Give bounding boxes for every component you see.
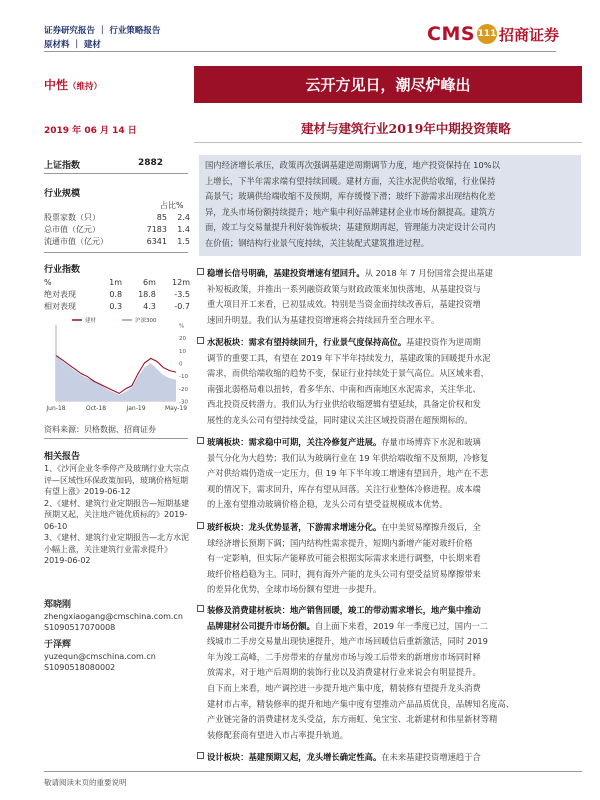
section-line: 线城市二手房交易量出现快速提升，地产市场回暖信后重新激活，同时 2019 [207,636,488,647]
y-tick-label: % [179,323,185,330]
section-line: 基建投资作为逆周期 [406,337,481,347]
analyst-name: 郑晓刚 [44,600,72,610]
index-chart [44,313,190,418]
section-line: 的差异化优势，全球市场份额有望进一步提升。 [207,584,382,595]
analyst-cert: S1090517070008 [44,623,116,632]
analyst-cert: S1090518080002 [44,663,116,672]
table-row [42,300,192,312]
bullet-icon [197,522,204,529]
section-line: 产业链完备的消费建材龙头受益，东方雨虹、兔宝宝、北新建材和伟星新材等精 [207,714,498,725]
section-line: 球经济增长预期下调；国内结构性需求提升，短期内新增产能对玻纤价格 [207,537,473,548]
source-note: 资料来源：贝格数据、招商证券 [44,425,156,434]
section-line: 自下而上来看，地产调控进一步提升地产集中度，精装修有望提升龙头消费 [207,682,481,693]
x-tick-label: May-19 [164,405,188,412]
section-1 [197,266,583,328]
section-line: 玻纤价格趋稳为主。同时，拥有海外产能的龙头公司有望受益贸易摩擦带来 [207,568,481,579]
section-line: 产对供给端仍造成一定压力，但 19 年下半年竣工增速有望回升，地产在不悲 [207,468,489,479]
row-name: 流通市值（亿元） [44,236,108,246]
logo-badge-icon: 111 [477,24,497,44]
row-value: 18.8 [138,289,156,299]
section-line: 南强北弱格局难以扭转，看多华东、中南和西南地区水泥需求，关注华北、 [207,383,481,394]
report-title: 建材与建筑行业2019年中期投资策略 [301,121,511,136]
report-date: 2019 年 06 月 14 日 [44,126,137,136]
col-header: 1m [109,277,123,287]
rating [44,76,102,93]
summary-line: 面，竣工与交易量提升利好装饰板块；基建预期再起，管理能力决定设计公司内 [205,222,496,233]
section-line: 速回升明显。我们认为基建投资增速将会持续回升至合理水平。 [207,314,440,325]
x-tick-label: Jan-19 [126,405,146,412]
col-header: % [44,277,52,287]
y-tick-label: 10 [179,348,186,355]
section-line: 存量市场博弈下水泥和玻璃 [381,437,481,447]
industry-index-label: 行业指数 [44,265,81,275]
legend-label: 沪深300 [135,318,157,324]
cms-logo [427,23,559,45]
row-value: 0.3 [109,301,123,311]
row-value: 7183 [146,224,167,234]
report-type: 证券研究报告 ｜ 行业策略报告 [44,26,161,36]
section-4 [197,520,583,598]
related-label: 相关报告 [44,452,81,462]
bullet-icon [197,752,204,759]
section-lead: 设计板块：基建预期又起，龙头增长确定性高。 [207,752,382,762]
section-line: 观的情况下，需求回升，库存有望从回落。关注行业整体冷修进程。成本端 [207,483,481,494]
table-row [42,211,192,223]
section-line: 西北投资反转潜力。我们认为行业供给收缩逻辑有望延续，具备定价权和发 [207,399,481,410]
title-divider [194,142,582,143]
rating-label: 中性 [44,78,69,92]
footer-note: 敬请阅读末页的重要说明 [44,778,127,787]
logo-cn: 招商证券 [499,25,560,44]
rating-sub: （维持） [68,82,103,92]
row-value: 6341 [146,236,167,246]
industry-index-table [42,276,192,312]
related-reports [44,463,190,567]
analyst-email[interactable]: zhengxiaogang@cmschina.com.cn [44,612,183,621]
related-item[interactable]: 2、《建材、建筑行业定期报告—短期基建预期又起，关注地产链优质标的》2019-06-10 [44,498,190,531]
summary-line: 在价值；钢结构行业景气度持续，关注装配式建筑推进过程。 [205,237,430,248]
col-header: 6m [142,277,156,287]
pct-header: 占比% [160,201,184,210]
section-line: 年为竣工高峰，二手房带来的存量房市场与竣工后带来的新增房市场同时释 [207,651,481,662]
section-line: 装修配套商有望进入市占率提升轨道。 [207,729,349,740]
row-name: 绝对表现 [44,289,76,299]
y-tick-label: -30 [179,399,188,406]
sector-line: 原材料 ｜ 建材 [44,40,101,50]
row-value: -3.5 [174,289,190,299]
legend-label: 建材 [85,318,97,324]
row-name: 总市值（亿元） [44,224,100,234]
industry-scale-label: 行业规模 [44,189,81,199]
table-header [42,276,192,288]
section-line: 景气分化为大趋势；我们认为玻璃行业在 19 年供给端收缩不及预期，冷修复 [207,452,489,463]
section-lead: 玻璃板块：需求稳中可期，关注冷修复产进展。 [207,437,382,447]
header-divider [44,51,556,52]
section-2 [197,335,583,429]
divider [44,252,188,253]
summary-line: 异，龙头市场份额持续提升；地产集中利好品牌建材企业市场份额提高。建筑方 [205,206,496,217]
col-header: 12m [172,277,190,287]
summary-line: 上增长，下半年需求端有望持续回暖。建材方面，关注水泥供给收缩，行业保持 [205,175,496,186]
section-line: 的上涨有望推动玻璃价格企稳，龙头公司有望受益规模成本优势。 [207,499,448,510]
section-line: 从 2018 年 7 月份国常会提出基建 [364,268,493,278]
section-5 [197,603,583,743]
section-line: 调节的重要工具，有望在 2019 年下半年持续发力，基建政策的回暖提升水泥 [207,352,491,363]
bullet-icon [197,605,204,612]
analyst-email[interactable]: yuzequn@cmschina.com.cn [44,652,156,661]
row-value: -0.7 [174,301,190,311]
related-item[interactable]: 3、《建材、建筑行业定期报告—北方水泥小幅上涨，关注建筑行业需求提升》2019-06-02 [44,533,190,565]
table-row [42,235,192,247]
section-lead: 稳增长信号明确，基建投资增速有望回升。 [207,268,365,278]
section-line: 重大项目开工来看，已初显成效。特别是当资金面持续改善后，基建投资增 [207,299,481,310]
summary-line: 高景气；玻璃供给端收缩不及预期，库存缓慢下滑；玻纤下游需求出现结构化差 [205,191,496,202]
section-line: 补短板政策，并推出一系列融资政策与财政政策来加快落地，从基建投资与 [207,283,481,294]
row-name: 股票家数（只） [44,212,100,222]
section-lead: 装修及消费建材板块：地产销售回暖，竣工的带动需求增长，地产集中推动 [207,605,481,615]
section-line: 有一定影响，但实际产能释放可能会根据实际需求来进行调整，中长期来看 [207,553,481,564]
bullet-icon [197,437,204,444]
industry-scale-table [42,211,192,247]
headline: 云开方见日，潮尽炉峰出 [305,76,471,94]
y-tick-label: -10 [179,374,188,381]
index-value: 2882 [138,158,164,168]
row-pct: 2.4 [177,212,190,222]
row-value: 4.3 [143,301,156,311]
section-3 [197,435,583,513]
row-value: 85 [156,212,167,222]
headline-banner [194,66,582,103]
row-name: 相对表现 [44,301,76,311]
section-lead: 品牌建材公司提升市场份额。 [207,620,315,631]
y-tick-label: 20 [179,336,186,343]
section-lead: 水泥板块：需求有望持续回升，行业景气度保持高位。 [207,337,407,347]
analyst-2 [44,640,156,673]
row-pct: 1.5 [177,236,190,246]
bullet-icon [197,337,204,344]
divider [44,173,188,174]
table-row [42,223,192,235]
footer-divider [44,771,582,772]
related-item[interactable]: 1、《沙河企业冬季停产及玻璃行业大宗点评—区域性环保政策加码，玻璃价格短期有望上涨》2019-06-12 [44,464,190,496]
section-6 [197,750,583,766]
x-tick-label: Oct-18 [85,405,107,412]
section-line: 建材市占率，精装修率的提升和地产集中度有望推动产品品质优良，品牌知名度高、 [207,698,514,709]
row-value: 0.8 [109,289,123,299]
y-tick-label: 0 [179,361,183,368]
analyst-name: 于泽辉 [44,640,72,650]
table-row [42,288,192,300]
summary-line: 国内经济增长承压，政策再次强调基建逆周期调节力度，地产投资保持在 10%以 [205,160,500,170]
bullet-icon [197,268,204,275]
y-tick-label: -20 [179,386,188,393]
logo-text: CMS [427,23,476,45]
section-line: 需求，而供给端收缩的趋势不变，保证行业持续处于景气高位。从区域来看， [207,368,490,379]
section-line: 自上面下来看，2019 年一季度已过，国内一二 [314,620,488,631]
analyst-1 [44,600,183,633]
index-label: 上证指数 [44,161,81,171]
section-line: 在未来基建投资增速趋于合 [381,752,481,762]
section-line: 展性的龙头公司有望持续受益，同时建议关注区域投资潜在超预期标的。 [207,414,473,425]
row-pct: 1.4 [177,224,190,234]
summary-box [199,155,581,256]
divider [44,438,188,439]
x-tick-label: Jun-18 [46,405,66,412]
section-lead: 玻纤板块：龙头优势显著，下游需求增速分化。 [207,522,382,532]
section-line: 放需求，对于地产后周期的装饰行业以及消费建材行业来说会有明显提升。 [207,667,481,678]
section-line: 在中美贸易摩擦升级后，全 [381,522,481,532]
